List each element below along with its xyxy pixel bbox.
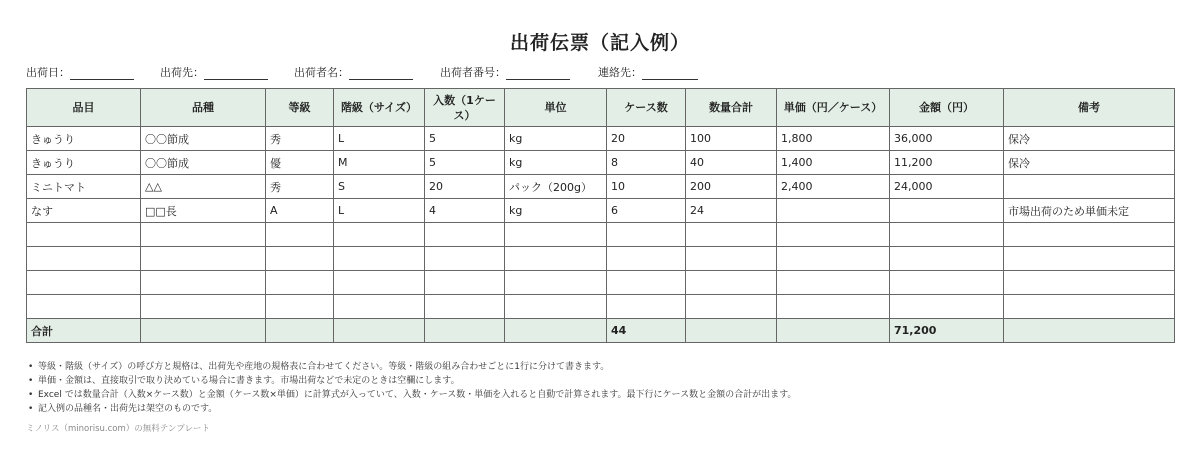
table-cell[interactable] bbox=[686, 247, 777, 271]
column-header: 品目 bbox=[27, 89, 141, 127]
table-cell[interactable] bbox=[425, 223, 505, 247]
table-cell[interactable]: 100 bbox=[686, 127, 777, 151]
table-cell[interactable]: 11,200 bbox=[890, 151, 1004, 175]
table-cell[interactable] bbox=[1004, 175, 1175, 199]
table-cell[interactable]: A bbox=[266, 199, 334, 223]
column-header: 品種 bbox=[141, 89, 266, 127]
field-shipper-name bbox=[294, 64, 413, 80]
column-header: 金額（円） bbox=[890, 89, 1004, 127]
table-cell[interactable] bbox=[334, 295, 425, 319]
totals-label: 合計 bbox=[27, 319, 141, 343]
total-cases: 44 bbox=[607, 319, 686, 343]
table-cell[interactable]: 市場出荷のため単価未定 bbox=[1004, 199, 1175, 223]
table-cell[interactable] bbox=[425, 295, 505, 319]
table-cell[interactable]: 1,400 bbox=[777, 151, 890, 175]
note-item: • Excel では数量合計（入数×ケース数）と金額（ケース数×単価）に計算式が入っていて、入数・ケース数・単価を入れると自動で計算されます。最下行にケース数と金額の合計が出ます。 bbox=[26, 388, 796, 402]
field-label: 出荷者番号： bbox=[440, 66, 506, 79]
field-input-line[interactable] bbox=[204, 66, 268, 80]
table-cell[interactable] bbox=[505, 271, 607, 295]
field-shipper-number bbox=[440, 64, 570, 80]
table-cell[interactable] bbox=[777, 223, 890, 247]
table-cell[interactable] bbox=[266, 271, 334, 295]
table-cell[interactable] bbox=[266, 247, 334, 271]
table-cell[interactable] bbox=[27, 223, 141, 247]
table-body bbox=[27, 127, 1175, 319]
table-cell[interactable] bbox=[607, 271, 686, 295]
table-cell[interactable]: 20 bbox=[607, 127, 686, 151]
credit-text: ミノリス（minorisu.com）の無料テンプレート bbox=[26, 424, 210, 434]
column-header: 入数（1ケース） bbox=[425, 89, 505, 127]
table-row bbox=[27, 295, 1175, 319]
note-item: • 等級・階級（サイズ）の呼び方と規格は、出荷先や産地の規格表に合わせてください。等級・階級の組み合わせごとに1行に分けて書きます。 bbox=[26, 360, 796, 374]
table-cell[interactable]: 40 bbox=[686, 151, 777, 175]
table-cell[interactable] bbox=[141, 295, 266, 319]
table-cell[interactable]: □□長 bbox=[141, 199, 266, 223]
table-cell[interactable]: L bbox=[334, 127, 425, 151]
table-cell[interactable] bbox=[1004, 295, 1175, 319]
table-cell[interactable] bbox=[890, 223, 1004, 247]
table-cell[interactable] bbox=[890, 199, 1004, 223]
table-cell[interactable] bbox=[607, 247, 686, 271]
column-header: 備考 bbox=[1004, 89, 1175, 127]
table-cell[interactable] bbox=[505, 247, 607, 271]
table-cell[interactable] bbox=[890, 271, 1004, 295]
table-cell[interactable]: 36,000 bbox=[890, 127, 1004, 151]
table-cell[interactable]: 秀 bbox=[266, 127, 334, 151]
table-row bbox=[27, 127, 1175, 151]
table-cell[interactable]: 1,800 bbox=[777, 127, 890, 151]
header-row bbox=[27, 89, 1175, 127]
table-cell[interactable]: 4 bbox=[425, 199, 505, 223]
field-input-line[interactable] bbox=[642, 66, 698, 80]
table-cell[interactable]: ミニトマト bbox=[27, 175, 141, 199]
page-title: 出荷伝票（記入例） bbox=[509, 32, 690, 54]
table-cell[interactable] bbox=[777, 271, 890, 295]
table-cell[interactable] bbox=[686, 271, 777, 295]
table-cell[interactable]: 〇〇節成 bbox=[141, 127, 266, 151]
table-row bbox=[27, 247, 1175, 271]
table-cell[interactable] bbox=[27, 247, 141, 271]
table-cell[interactable]: 優 bbox=[266, 151, 334, 175]
table-cell[interactable] bbox=[505, 223, 607, 247]
table-cell[interactable] bbox=[27, 295, 141, 319]
field-label: 連絡先： bbox=[598, 66, 642, 79]
table-cell[interactable]: 保冷 bbox=[1004, 127, 1175, 151]
column-header: 単位 bbox=[505, 89, 607, 127]
field-label: 出荷先： bbox=[160, 66, 204, 79]
table-cell[interactable]: 24 bbox=[686, 199, 777, 223]
table-cell[interactable] bbox=[777, 247, 890, 271]
notes-list bbox=[26, 360, 796, 416]
table-cell[interactable]: 2,400 bbox=[777, 175, 890, 199]
table-cell[interactable]: kg bbox=[505, 199, 607, 223]
table-cell[interactable] bbox=[607, 295, 686, 319]
table-cell[interactable] bbox=[266, 295, 334, 319]
table-cell[interactable] bbox=[334, 223, 425, 247]
table-cell[interactable]: 10 bbox=[607, 175, 686, 199]
table-cell[interactable]: S bbox=[334, 175, 425, 199]
field-label: 出荷日： bbox=[26, 66, 70, 79]
column-header: 等級 bbox=[266, 89, 334, 127]
field-input-line[interactable] bbox=[349, 66, 413, 80]
totals-row bbox=[27, 319, 1175, 343]
table-cell[interactable] bbox=[141, 247, 266, 271]
table-cell[interactable]: きゅうり bbox=[27, 127, 141, 151]
table-cell[interactable] bbox=[890, 247, 1004, 271]
note-item: • 単価・金額は、直接取引で取り決めている場合に書きます。市場出荷などで未定のときは空欄にします。 bbox=[26, 374, 796, 388]
table-cell[interactable]: 秀 bbox=[266, 175, 334, 199]
table-cell[interactable] bbox=[425, 271, 505, 295]
column-header: 階級（サイズ） bbox=[334, 89, 425, 127]
total-amount: 71,200 bbox=[890, 319, 1004, 343]
table-cell[interactable] bbox=[686, 223, 777, 247]
table-cell[interactable]: 24,000 bbox=[890, 175, 1004, 199]
field-input-line[interactable] bbox=[506, 66, 570, 80]
table-cell[interactable] bbox=[141, 223, 266, 247]
table-cell[interactable] bbox=[1004, 271, 1175, 295]
table-row bbox=[27, 151, 1175, 175]
table-cell[interactable] bbox=[777, 199, 890, 223]
table-cell[interactable] bbox=[1004, 223, 1175, 247]
table-cell[interactable] bbox=[607, 223, 686, 247]
shipping-slip-table bbox=[26, 88, 1175, 343]
table-cell[interactable]: kg bbox=[505, 151, 607, 175]
table-cell[interactable]: 8 bbox=[607, 151, 686, 175]
table-cell[interactable] bbox=[27, 271, 141, 295]
table-cell[interactable]: L bbox=[334, 199, 425, 223]
table-cell[interactable]: 200 bbox=[686, 175, 777, 199]
table-cell[interactable]: 20 bbox=[425, 175, 505, 199]
table-cell[interactable]: 保冷 bbox=[1004, 151, 1175, 175]
table-cell[interactable]: kg bbox=[505, 127, 607, 151]
field-shipping-date bbox=[26, 64, 134, 80]
table-cell[interactable] bbox=[141, 271, 266, 295]
field-contact bbox=[598, 64, 698, 80]
table-row bbox=[27, 175, 1175, 199]
column-header: 数量合計 bbox=[686, 89, 777, 127]
table-cell[interactable] bbox=[425, 247, 505, 271]
column-header: ケース数 bbox=[607, 89, 686, 127]
table-cell[interactable]: 〇〇節成 bbox=[141, 151, 266, 175]
table-cell[interactable] bbox=[890, 295, 1004, 319]
field-destination bbox=[160, 64, 268, 80]
table-cell[interactable]: M bbox=[334, 151, 425, 175]
table-cell[interactable] bbox=[686, 295, 777, 319]
field-label: 出荷者名： bbox=[294, 66, 349, 79]
table-cell[interactable] bbox=[334, 247, 425, 271]
table-row bbox=[27, 271, 1175, 295]
table-cell[interactable] bbox=[334, 271, 425, 295]
table-cell[interactable]: パック（200g） bbox=[505, 175, 607, 199]
table-row bbox=[27, 199, 1175, 223]
table-cell[interactable] bbox=[1004, 247, 1175, 271]
table-cell[interactable] bbox=[505, 295, 607, 319]
table-cell[interactable] bbox=[777, 295, 890, 319]
table-cell[interactable]: きゅうり bbox=[27, 151, 141, 175]
table-row bbox=[27, 223, 1175, 247]
table-cell[interactable]: 6 bbox=[607, 199, 686, 223]
table-cell[interactable] bbox=[266, 223, 334, 247]
table-cell[interactable]: △△ bbox=[141, 175, 266, 199]
note-item: • 記入例の品種名・出荷先は架空のものです。 bbox=[26, 402, 796, 416]
table-cell[interactable]: なす bbox=[27, 199, 141, 223]
field-input-line[interactable] bbox=[70, 66, 134, 80]
table-cell[interactable]: 5 bbox=[425, 127, 505, 151]
table-cell[interactable]: 5 bbox=[425, 151, 505, 175]
column-header: 単価（円／ケース） bbox=[777, 89, 890, 127]
